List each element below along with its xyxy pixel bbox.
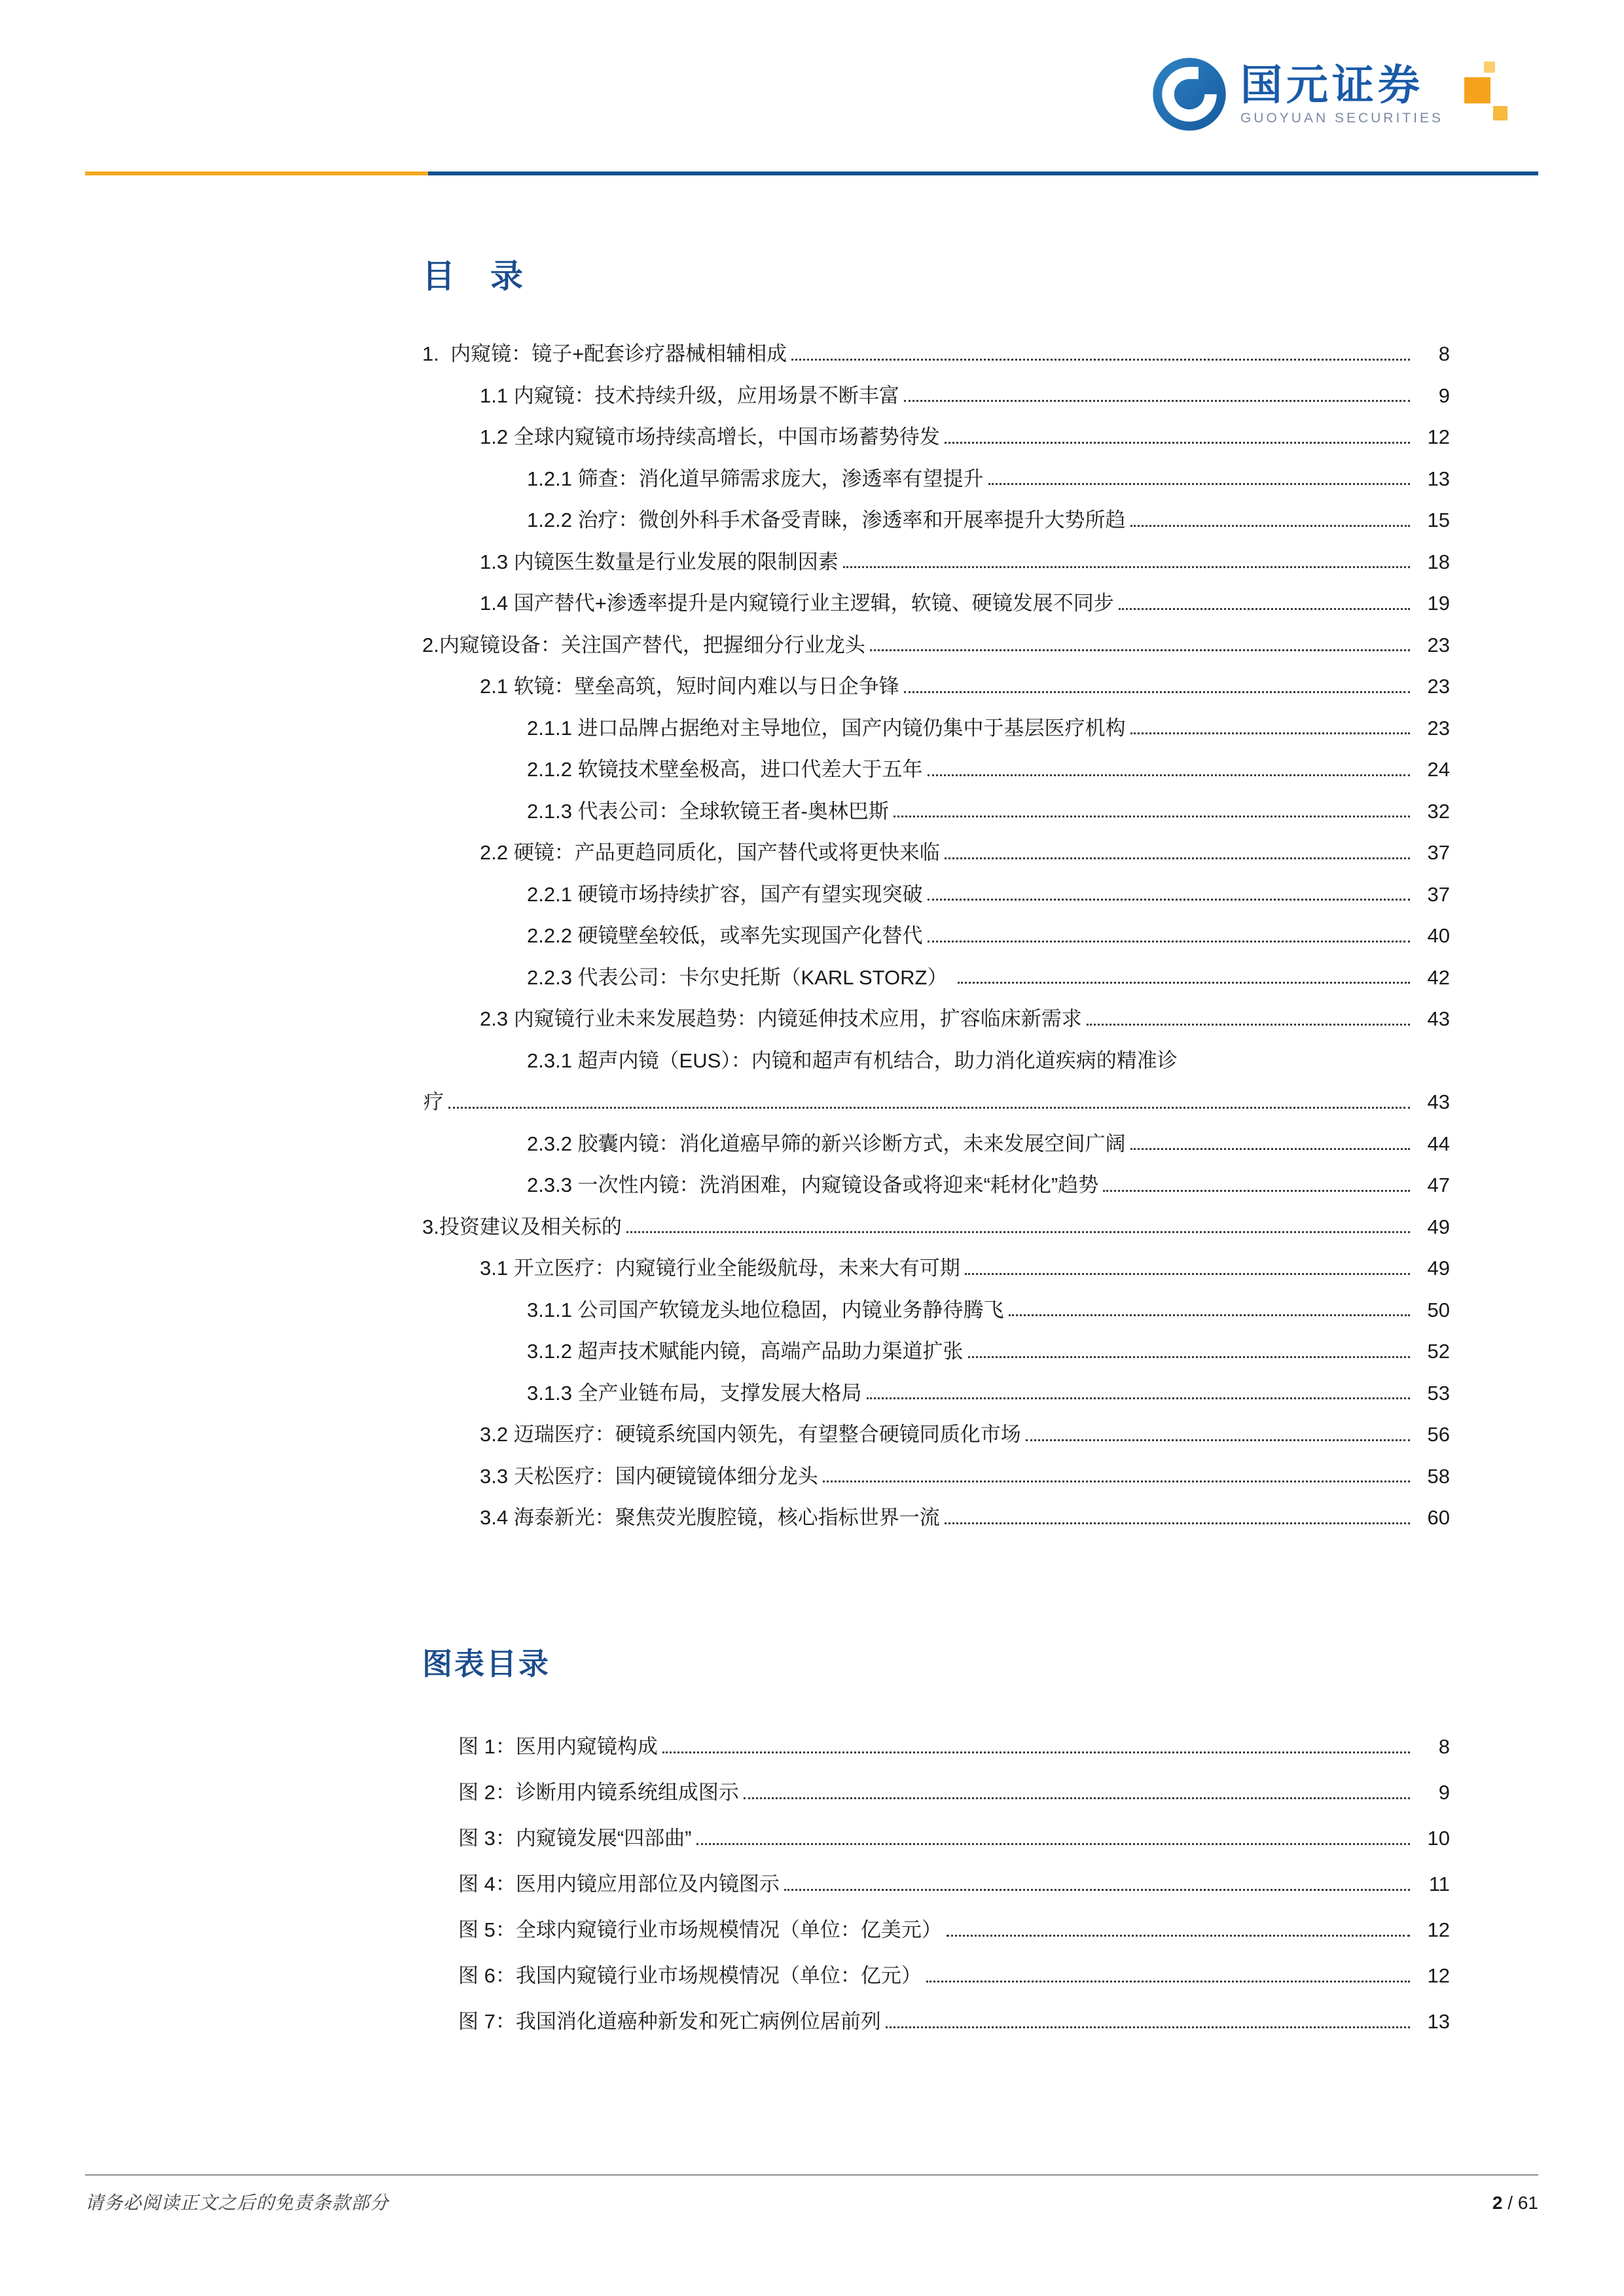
toc-entry-page: 32 [1427, 799, 1450, 823]
toc-entry[interactable] [422, 740, 1450, 782]
dotted-leader [945, 1522, 1410, 1524]
figure-entry-page: 12 [1427, 1964, 1450, 1988]
figure-entry-text: 图 3：内窥镜发展“四部曲” [458, 1827, 692, 1850]
toc-entry-text: 2.2.1 硬镜市场持续扩容，国产有望实现突破 [527, 882, 923, 906]
toc-entry[interactable] [422, 1239, 1450, 1281]
dotted-leader [784, 1889, 1410, 1891]
toc-entry-text: 2.3.3 一次性内镜：洗消困难，内窥镜设备或将迎来“耗材化”趋势 [527, 1174, 1099, 1197]
toc-entry-page: 18 [1427, 550, 1450, 573]
toc-entry[interactable] [422, 1156, 1450, 1198]
toc-entry-text: 2.内窥镜设备：关注国产替代，把握细分行业龙头 [422, 633, 865, 656]
toc-entry[interactable] [422, 823, 1450, 865]
figure-entry[interactable] [422, 1805, 1450, 1851]
content-area [422, 0, 1450, 2034]
dotted-leader [886, 2026, 1410, 2028]
figure-entry[interactable] [422, 1851, 1450, 1897]
figures-title: 图表目录 [422, 1646, 550, 1681]
toc-entry-text: 2.1.1 进口品牌占据绝对主导地位，国产内镜仍集中于基层医疗机构 [527, 716, 1126, 740]
toc-entry[interactable] [422, 367, 1450, 408]
footer-page-current: 2 [1492, 2193, 1503, 2213]
dotted-leader [662, 1751, 1410, 1753]
dotted-leader [947, 1935, 1410, 1937]
toc-entry-page: 9 [1438, 384, 1450, 407]
toc-entry[interactable] [422, 1364, 1450, 1406]
dotted-leader [965, 1273, 1410, 1275]
toc-entry[interactable] [422, 1447, 1450, 1489]
dotted-leader [1026, 1439, 1410, 1441]
toc-entry[interactable] [422, 1281, 1450, 1323]
toc-list [422, 325, 1450, 1530]
toc-entry[interactable] [422, 990, 1450, 1031]
brand-name-english: GUOYUAN SECURITIES [1240, 111, 1443, 126]
toc-entry-text: 1.3 内镜医生数量是行业发展的限制因素 [480, 550, 839, 573]
mosaic-square-small [1484, 62, 1495, 73]
figure-entry-page: 12 [1427, 1918, 1450, 1942]
toc-entry-text: 2.2.3 代表公司：卡尔史托斯（KARL STORZ） [527, 965, 954, 989]
dotted-leader [1119, 608, 1410, 610]
toc-entry-text: 2.2 硬镜：产品更趋同质化，国产替代或将更快来临 [480, 841, 940, 865]
dotted-leader [843, 566, 1410, 568]
toc-entry[interactable] [422, 1488, 1450, 1530]
footer-page-total: 61 [1517, 2193, 1538, 2213]
toc-entry-page: 23 [1427, 675, 1450, 698]
toc-entry[interactable] [422, 948, 1450, 990]
toc-entry[interactable] [422, 1073, 1450, 1115]
toc-entry-page: 23 [1427, 716, 1450, 740]
figure-entry-page: 13 [1427, 2010, 1450, 2034]
mosaic-square-large [1464, 77, 1490, 103]
dotted-leader [1103, 1190, 1410, 1192]
toc-entry[interactable] [422, 1198, 1450, 1240]
toc-entry[interactable] [422, 616, 1450, 658]
toc-entry-text: 3.1 开立医疗：内窥镜行业全能级航母，未来大有可期 [480, 1257, 960, 1280]
figure-entry[interactable] [422, 1713, 1450, 1759]
toc-entry[interactable] [422, 1322, 1450, 1364]
toc-entry-text: 2.3.2 胶囊内镜：消化道癌早筛的新兴诊断方式，未来发展空间广阔 [527, 1132, 1126, 1155]
figure-entry[interactable] [422, 1943, 1450, 1988]
dotted-leader [904, 400, 1410, 402]
toc-entry[interactable] [422, 865, 1450, 907]
dotted-leader [945, 857, 1410, 859]
toc-entry-text: 2.1 软镜：壁垒高筑，短时间内难以与日企争锋 [480, 675, 899, 698]
toc-entry-text: 疗 [424, 1090, 444, 1114]
dotted-leader [1130, 732, 1410, 734]
toc-entry-page: 50 [1427, 1298, 1450, 1321]
figure-entry-text: 图 7：我国消化道癌种新发和死亡病例位居前列 [458, 2010, 881, 2034]
toc-entry-text: 2.3.1 超声内镜（EUS）：内镜和超声有机结合，助力消化道疾病的精准诊 [527, 1049, 1178, 1072]
toc-entry-page: 40 [1427, 924, 1450, 948]
dotted-leader [926, 1981, 1410, 1982]
toc-entry-page: 8 [1438, 342, 1450, 366]
toc-entry-text: 1.2 全球内窥镜市场持续高增长，中国市场蓄势待发 [480, 425, 940, 449]
toc-entry-text: 3.1.3 全产业链布局，支撑发展大格局 [527, 1381, 862, 1405]
toc-entry[interactable] [422, 574, 1450, 616]
toc-entry[interactable] [422, 533, 1450, 575]
dotted-leader [893, 816, 1410, 817]
toc-entry-page: 58 [1427, 1464, 1450, 1488]
toc-entry[interactable] [422, 699, 1450, 741]
header-divider-orange-segment [85, 171, 428, 175]
figure-entry[interactable] [422, 1988, 1450, 2034]
toc-entry-page: 60 [1427, 1506, 1450, 1530]
toc-entry[interactable] [422, 450, 1450, 492]
toc-entry-text: 2.1.2 软镜技术壁垒极高，进口代差大于五年 [527, 758, 923, 781]
toc-entry-page: 49 [1427, 1257, 1450, 1280]
toc-entry-page: 37 [1427, 882, 1450, 906]
toc-entry[interactable] [422, 906, 1450, 948]
toc-entry-page: 15 [1427, 509, 1450, 532]
figure-entry-text: 图 1：医用内窥镜构成 [458, 1735, 658, 1759]
toc-entry[interactable] [422, 325, 1450, 367]
toc-entry-text: 1.1 内窥镜：技术持续升级，应用场景不断丰富 [480, 384, 899, 407]
toc-entry-page: 43 [1427, 1090, 1450, 1114]
figure-entry-text: 图 6：我国内窥镜行业市场规模情况（单位：亿元） [458, 1964, 922, 1988]
dotted-leader [791, 359, 1410, 361]
toc-entry-text: 2.3 内窥镜行业未来发展趋势：内镜延伸技术应用，扩容临床新需求 [480, 1007, 1082, 1031]
toc-entry-page: 52 [1427, 1340, 1450, 1363]
toc-entry-page: 24 [1427, 758, 1450, 781]
dotted-leader [928, 774, 1410, 776]
footer-divider [85, 2174, 1538, 2176]
toc-entry-page: 13 [1427, 467, 1450, 490]
dotted-leader [744, 1797, 1410, 1799]
figure-entry-text: 图 2：诊断用内镜系统组成图示 [458, 1781, 739, 1804]
toc-entry[interactable] [422, 408, 1450, 450]
mosaic-square-medium [1493, 106, 1507, 120]
dotted-leader [823, 1480, 1410, 1482]
dotted-leader [696, 1843, 1411, 1845]
toc-entry-text: 2.2.2 硬镜壁垒较低，或率先实现国产化替代 [527, 924, 923, 948]
toc-entry-page: 12 [1427, 425, 1450, 449]
toc-entry-page: 44 [1427, 1132, 1450, 1155]
toc-entry-page: 53 [1427, 1381, 1450, 1405]
toc-entry-page: 56 [1427, 1423, 1450, 1446]
toc-entry[interactable] [422, 657, 1450, 699]
toc-entry-page: 37 [1427, 841, 1450, 865]
toc-entry-text: 3.3 天松医疗：国内硬镜镜体细分龙头 [480, 1464, 818, 1488]
toc-entry-page: 42 [1427, 965, 1450, 989]
toc-entry-page: 43 [1427, 1007, 1450, 1031]
dotted-leader [968, 1356, 1410, 1358]
dotted-leader [904, 691, 1410, 693]
dotted-leader [1130, 525, 1410, 527]
toc-title: 目 录 [422, 258, 524, 295]
dotted-leader [867, 1397, 1410, 1399]
toc-entry-page: 19 [1427, 592, 1450, 615]
dotted-leader [988, 483, 1410, 485]
dotted-leader [448, 1107, 1410, 1109]
toc-entry-page: 23 [1427, 633, 1450, 656]
brand-name-chinese: 国元证券 [1240, 61, 1424, 109]
footer-page-separator: / [1502, 2193, 1518, 2213]
dotted-leader [1009, 1314, 1410, 1316]
toc-entry-text: 3.1.2 超声技术赋能内镜，高端产品助力渠道扩张 [527, 1340, 964, 1363]
toc-entry-text: 1.2.2 治疗：微创外科手术备受青睐，渗透率和开展率提升大势所趋 [527, 509, 1126, 532]
dotted-leader [1087, 1024, 1410, 1026]
figure-entry-page: 8 [1438, 1735, 1450, 1759]
toc-entry[interactable] [422, 1405, 1450, 1447]
figure-entry-page: 10 [1427, 1827, 1450, 1850]
toc-entry-text: 3.2 迈瑞医疗：硬镜系统国内领先，有望整合硬镜同质化市场 [480, 1423, 1021, 1446]
figure-entry[interactable] [422, 1897, 1450, 1943]
figure-entry-text: 图 4：医用内镜应用部位及内镜图示 [458, 1873, 780, 1896]
figure-entry[interactable] [422, 1759, 1450, 1805]
brand-mosaic-decoration-icon [1456, 60, 1511, 128]
figure-entry-text: 图 5：全球内窥镜行业市场规模情况（单位：亿美元） [458, 1918, 942, 1942]
figures-list [422, 1713, 1450, 2034]
figure-entry-page: 9 [1438, 1781, 1450, 1804]
footer-page-number [1492, 2193, 1538, 2214]
toc-entry-page: 47 [1427, 1174, 1450, 1197]
toc-entry-text: 1.4 国产替代+渗透率提升是内窥镜行业主逻辑，软镜、硬镜发展不同步 [480, 592, 1114, 615]
dotted-leader [958, 982, 1410, 984]
dotted-leader [928, 899, 1410, 901]
toc-entry-text: 1.2.1 筛查：消化道早筛需求庞大，渗透率有望提升 [527, 467, 984, 490]
dotted-leader [945, 442, 1410, 444]
toc-entry-text: 2.1.3 代表公司：全球软镜王者-奥林巴斯 [527, 799, 889, 823]
toc-entry[interactable] [422, 491, 1450, 533]
toc-entry-text: 1. 内窥镜：镜子+配套诊疗器械相辅相成 [422, 342, 787, 366]
footer-disclaimer: 请务必阅读正文之后的免责条款部分 [85, 2193, 389, 2213]
figure-entry-page: 11 [1428, 1873, 1450, 1896]
footer-bar [85, 2189, 1538, 2215]
dotted-leader [870, 649, 1410, 651]
toc-entry[interactable] [422, 1031, 1450, 1073]
toc-entry-text: 3.4 海泰新光：聚焦荧光腹腔镜，核心指标世界一流 [480, 1506, 940, 1530]
dotted-leader [626, 1231, 1410, 1233]
dotted-leader [1130, 1148, 1410, 1150]
toc-entry-page: 49 [1427, 1215, 1450, 1238]
dotted-leader [928, 941, 1410, 942]
toc-entry-text: 3.1.1 公司国产软镜龙头地位稳固，内镜业务静待腾飞 [527, 1298, 1004, 1321]
toc-entry[interactable] [422, 782, 1450, 824]
toc-entry-text: 3.投资建议及相关标的 [422, 1215, 622, 1238]
toc-entry[interactable] [422, 1115, 1450, 1157]
